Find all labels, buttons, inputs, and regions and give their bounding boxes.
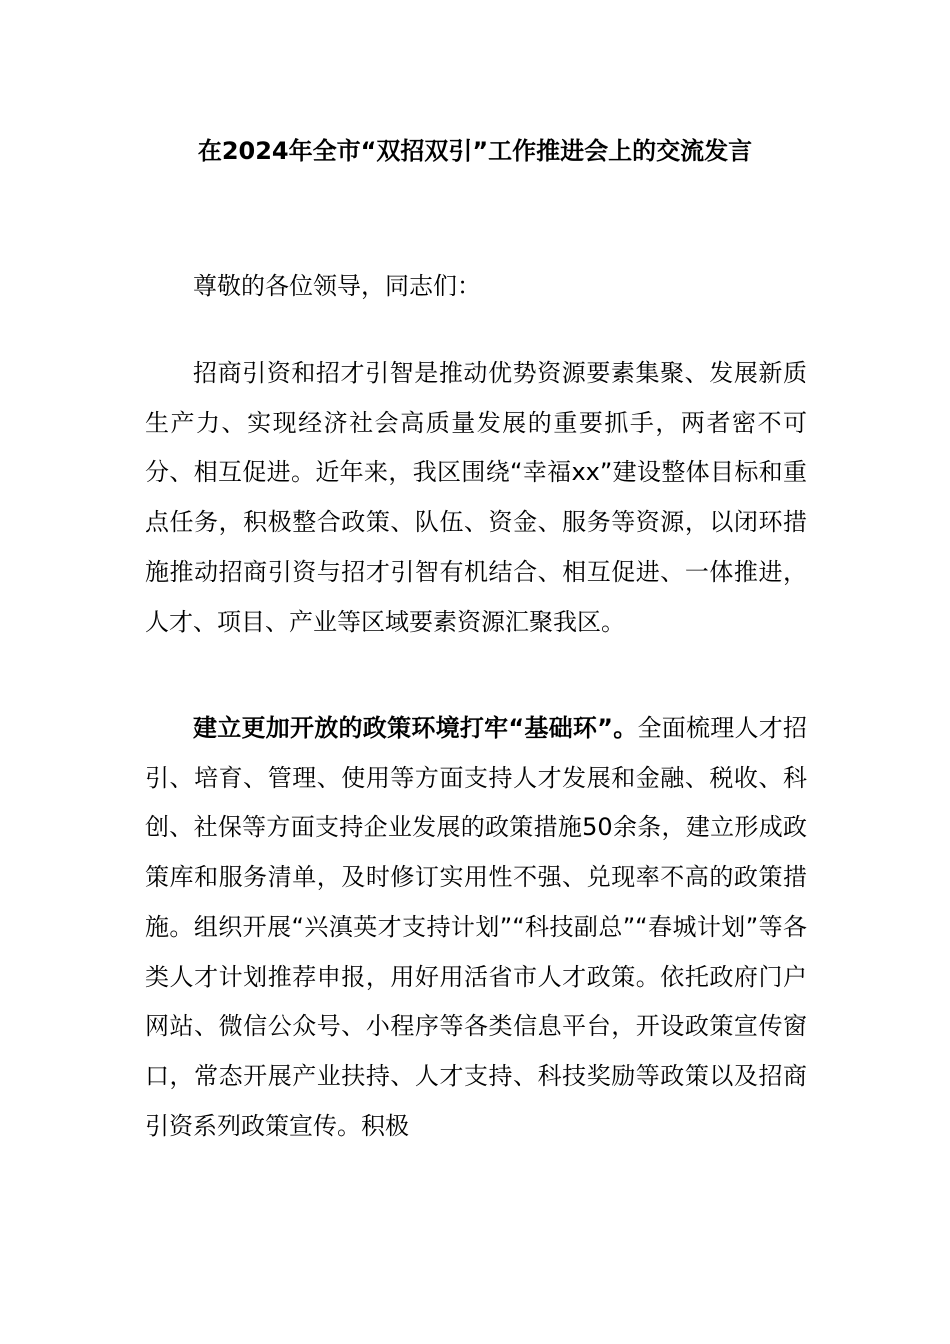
greeting: 尊敬的各位领导，同志们：: [193, 272, 481, 300]
document-title: 在2024年全市“双招双引”工作推进会上的交流发言: [197, 137, 753, 165]
paragraph-body: 全面梳理人才招引、培育、管理、使用等方面支持人才发展和金融、税收、科创、社保等方面支持企业发展的政策措施50余条，建立形成政策库和服务清单，及时修订实用性不强、兑现率不高的政策措施。组织开展“兴滇英才支持计划”“科技副总”“春城计划”等各类人才计划推荐申报，用好用活省市人才政策。依托政府门户网站、微信公众号、小程序等各类信息平台，开设政策宣传窗口，常态开展产业扶持、人才支持、科技奖励等政策以及招商引资系列政策宣传。积极: [145, 714, 808, 1140]
paragraph-policy: [145, 704, 807, 1151]
paragraph-intro: 招商引资和招才引智是推动优势资源要素集聚、发展新质生产力、实现经济社会高质量发展的重要抓手，两者密不可分、相互促进。近年来，我区围绕“幸福xx”建设整体目标和重点任务，积极整合政策、队伍、资金、服务等资源，以闭环措施推动招商引资与招才引智有机结合、相互促进、一体推进，人才、项目、产业等区域要素资源汇聚我区。: [145, 359, 807, 636]
paragraph-heading: 建立更加开放的政策环境打牢“基础环”。: [193, 714, 638, 742]
